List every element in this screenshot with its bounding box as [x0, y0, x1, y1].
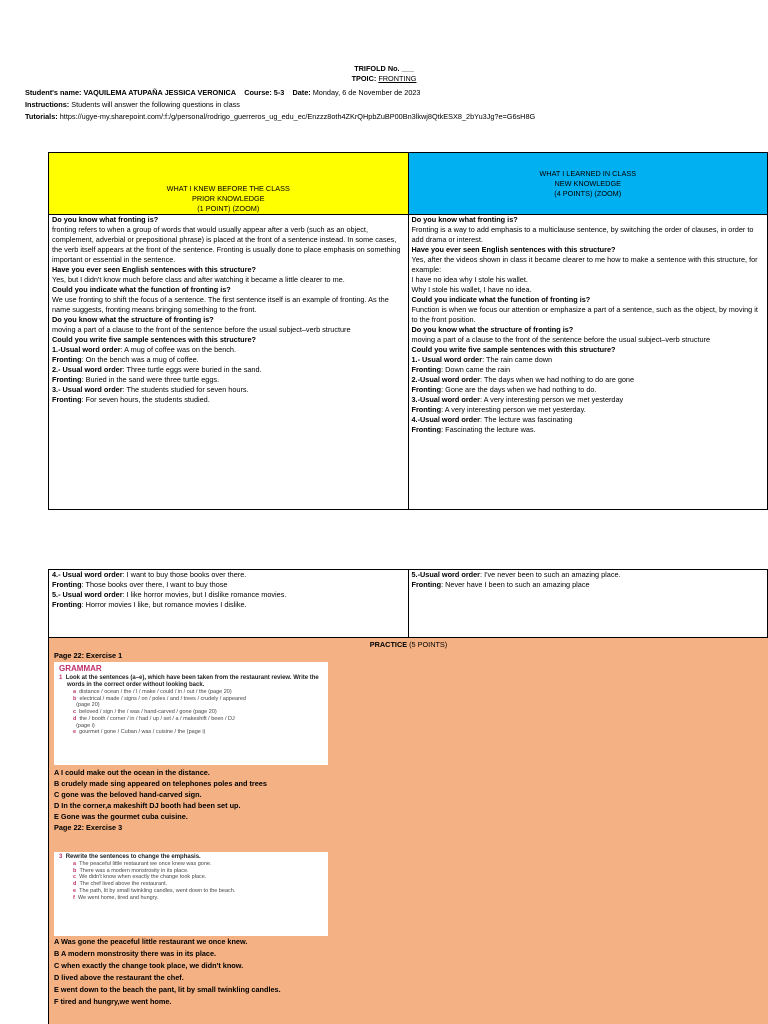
exercise-item: (page i)	[76, 722, 95, 729]
exercise-item: d the / booth / corner / in / had / up / set / a / makeshift / been / DJ	[73, 715, 235, 722]
exercise-item: (page 20)	[76, 702, 100, 709]
new-knowledge-header: WHAT I LEARNED IN CLASS NEW KNOWLEDGE (4 POINTS) (ZOOM)	[408, 153, 768, 215]
instructions-line: Instructions: Students will answer the following questions in class	[25, 100, 240, 109]
knowledge-table	[48, 152, 768, 510]
exercise-item: c beloved / sign / the / was / hand-carved / gone (page 20)	[73, 709, 217, 716]
practice-title: PRACTICE (5 POINTS)	[369, 640, 448, 649]
exercise-item: a The peaceful little restaurant we once knew was gone.	[73, 861, 212, 867]
tutorials-link[interactable]: https://ugye-my.sharepoint.com/:f:/g/personal/rodrigo_guerreros_ug_edu_ec/Enzzz8oth4ZKrQHpbZuBP00Bn3lkwj8QtkESX8_2bYu3Jg?e=G6sH8G	[57, 112, 536, 121]
textbook-exercise-1-image: GRAMMAR 1 Look at the sentences (a–e), which have been taken from the restaurant review. Write the words in the correct order without looking back. a distance / ocean / the / I / make / could / in / out / the (page 20) b electrical / made / signs / on / poles / and / trees / crudely / appeared (page 20) c beloved / sign / the / was / hand-carved / gone (page 20) d the / booth / corner / in / had / up / set / a / makeshift / been / DJ (page i) e gourmet / gone / Cuban / was / cuisine / the (page i)	[54, 662, 328, 765]
answer-3c: C when exactly the change took place, we didn't know.	[54, 961, 244, 970]
exercise-item: b There was a modern monstrosity in its place.	[73, 867, 189, 874]
new-knowledge-cell: Do you know what fronting is? Fronting is a way to add emphasis to a multiclause sentence, by switching the order of clauses, in order to add drama or interest. Have you ever seen English sentences with this structure? Yes, after the videos shown in class it became clearer to me how to make a sentence with this structure, for example: I have no idea why I stole his wallet. Why I stole his wallet, I have no idea. Could you indicate what the function of fronting is? Function is when we focus our attention or emphasize a part of a sentence, such as the object, by moving it to the front position. Do you know what the structure of fronting is? moving a part of a clause to the front of the sentence before the usual subject–verb structure Could you write five sample sentences with this structure? 1.- Usual word order: The rain came down Fronting: Down came the rain 2.-Usual word order: The days when we had nothing to do are gone Fronting: Gone are the days when we had nothing to do. 3.-Usual word order: A very interesting person we met yesterday Fronting: A very interesting person we met yesterday. 4.-Usual word order: The lecture was fascinating Fronting: Fascinating the lecture was.	[408, 215, 768, 510]
continuation-left-cell: 4.- Usual word order: I want to buy those books over there. Fronting: Those books over there, I want to buy those 5.- Usual word order: I like horror movies, but I dislike romance movies. Fronting: Horror movies I like, but romance movies I dislike.	[49, 570, 409, 638]
exercise-item: a distance / ocean / the / I / make / could / in / out / the (page 20)	[73, 689, 232, 695]
answer-1d: D In the corner,a makeshift DJ booth had been set up.	[54, 801, 241, 810]
exercise-item: c We didn't know when exactly the change took place.	[73, 874, 207, 881]
exercise-1-heading: Page 22: Exercise 1	[54, 651, 123, 660]
answer-1c: C gone was the beloved hand-carved sign.	[54, 790, 202, 799]
exercise-item: b electrical / made / signs / on / poles / and / trees / crudely / appeared	[73, 695, 247, 702]
answer-3f: F tired and hungry,we went home.	[54, 997, 172, 1006]
prior-knowledge-cell: Do you know what fronting is? fronting refers to when a group of words that would usually appear after a verb (such as an object, complement, adverbial or prepositional phrase) is placed at the front of a sentence instead. In some cases, the verb itself appears at the front of the sentence. Fronting is usually done to place emphasis on something important or essential in the sentence. Have you ever seen English sentences with this structure? Yes, but I didn't know much before class and after watching it became a little clearer to me. Could you indicate what the function of fronting is? We use fronting to shift the focus of a sentence. The first sentence itself is an example of fronting. As the name suggests, fronting means bringing something to the front. Do you know what the structure of fronting is? moving a part of a clause to the front of the sentence before the usual subject–verb structure Could you write five sample sentences with this structure? 1.-Usual word order: A mug of coffee was on the bench. Fronting: On the bench was a mug of coffee. 2.- Usual word order: Three turtle eggs were buried in the sand. Fronting: Buried in the sand were three turtle eggs. 3.- Usual word order: The students studied for seven hours. Fronting: For seven hours, the students studied.	[49, 215, 409, 510]
student-line: Student's name: VAQUILEMA ATUPAÑA JESSICA VERONICA Course: 5-3 Date: Monday, 6 de November de 2023	[25, 88, 421, 97]
grammar-title: GRAMMAR	[59, 664, 102, 673]
tutorials-line: Tutorials: https://ugye-my.sharepoint.com/:f:/g/personal/rodrigo_guerreros_ug_edu_ec/Enzzz8oth4ZKrQHpbZuBP00Bn3lkwj8QtkESX8_2bYu3Jg?e=G6sH8G	[25, 112, 536, 121]
textbook-exercise-3-image: 3 Rewrite the sentences to change the emphasis. a The peaceful little restaurant we once knew was gone. b There was a modern monstrosity in its place. c We didn't know when exactly the change took place. d The chef lived above the restaurant. e The path, lit by small twinkling candles, went down to the beach. f We went home, tired and hungry.	[54, 852, 328, 936]
answer-3a: A Was gone the peaceful little restaurant we once knew.	[54, 937, 248, 946]
exercise-3-heading: Page 22: Exercise 3	[54, 823, 123, 832]
answer-1e: E Gone was the gourmet cuba cuisine.	[54, 812, 188, 821]
answer-3b: B A modern monstrosity there was in its place.	[54, 949, 217, 958]
practice-section	[48, 637, 768, 1024]
trifold-number: TRIFOLD No. ___	[354, 64, 414, 73]
exercise-item: e gourmet / gone / Cuban / was / cuisine / the (page i)	[73, 729, 206, 736]
continuation-table	[48, 569, 768, 638]
exercise-item: f We went home, tired and hungry.	[73, 894, 159, 901]
answer-1b: B crudely made sing appeared on telephones poles and trees	[54, 779, 267, 788]
topic-value: FRONTING	[378, 74, 417, 83]
exercise-item: e The path, lit by small twinkling candles, went down to the beach.	[73, 887, 236, 894]
topic-line: TPOIC: FRONTING	[351, 74, 417, 83]
exercise-item: d The chef lived above the restaurant.	[73, 881, 168, 888]
answer-3d: D lived above the restaurant the chef.	[54, 973, 184, 982]
answer-1a: A I could make out the ocean in the distance.	[54, 768, 210, 777]
answer-3e: E went down to the beach the pant, lit by small twinkling candles.	[54, 985, 281, 994]
prior-knowledge-header: WHAT I KNEW BEFORE THE CLASS PRIOR KNOWLEDGE (1 POINT) (ZOOM)	[49, 153, 409, 215]
continuation-right-cell: 5.-Usual word order: I've never been to such an amazing place. Fronting: Never have I been to such an amazing place	[408, 570, 768, 638]
